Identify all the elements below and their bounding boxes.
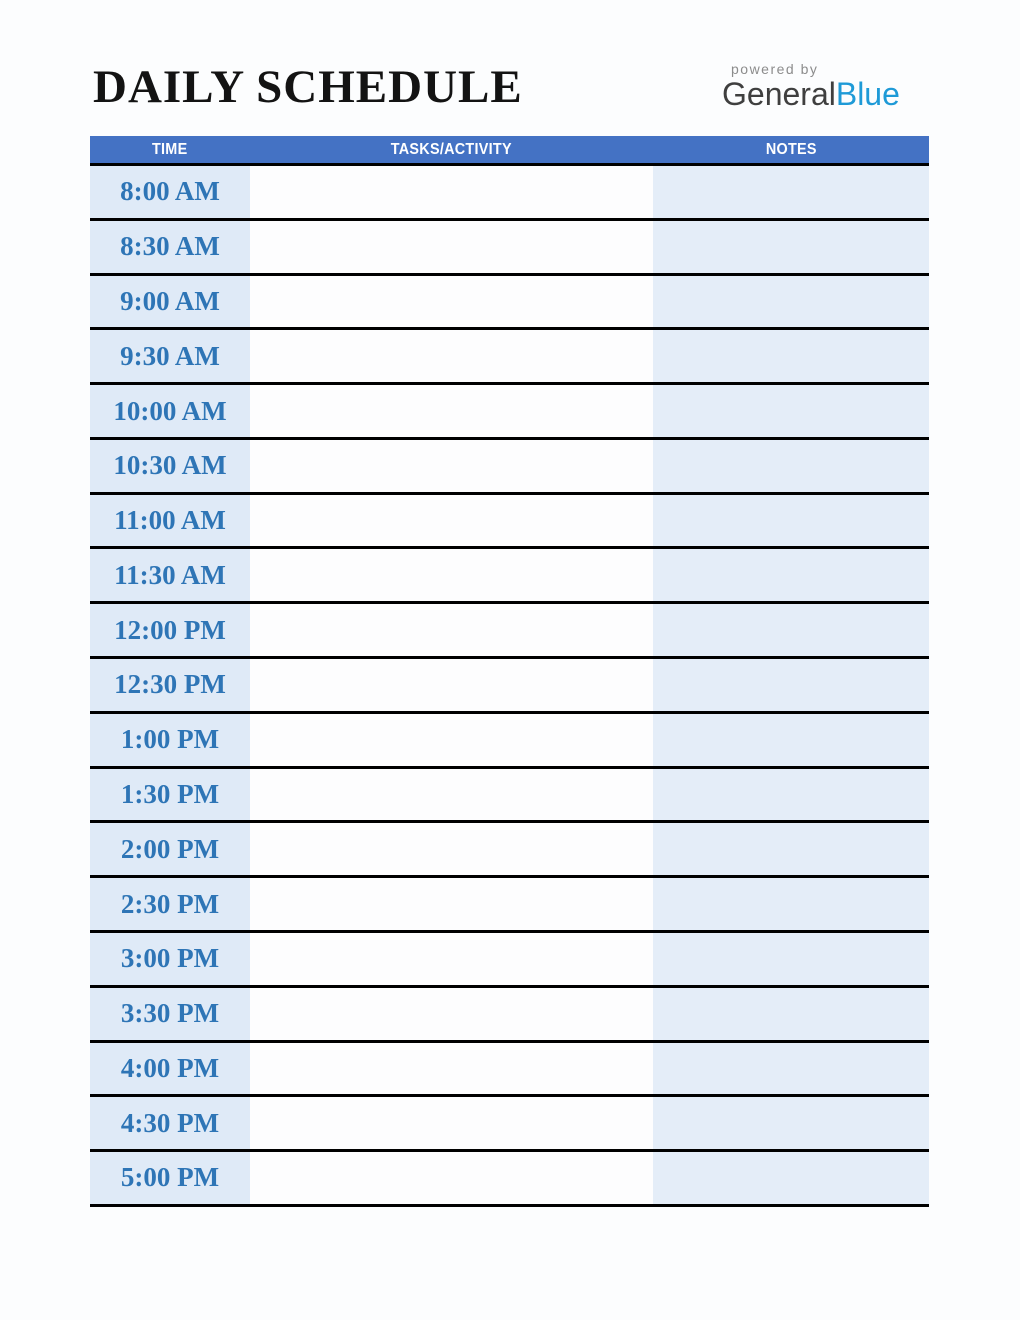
time-cell: [90, 659, 250, 711]
time-cell-label: 9:30 AM: [120, 340, 220, 371]
time-cell-label: 2:30 PM: [120, 888, 220, 919]
generalblue-logo: [722, 61, 900, 112]
table-row: [90, 933, 929, 988]
task-cell[interactable]: [250, 604, 653, 656]
time-cell: [90, 495, 250, 547]
task-cell[interactable]: [250, 823, 653, 875]
notes-cell[interactable]: [653, 495, 929, 547]
task-cell[interactable]: [250, 276, 653, 328]
task-cell[interactable]: [250, 988, 653, 1040]
time-cell-label: 9:00 AM: [120, 285, 220, 316]
notes-cell[interactable]: [653, 1097, 929, 1149]
notes-cell[interactable]: [653, 604, 929, 656]
task-cell[interactable]: [250, 221, 653, 273]
notes-cell[interactable]: [653, 549, 929, 601]
time-cell: [90, 933, 250, 985]
table-row: [90, 1097, 929, 1152]
powered-by-label: powered by: [731, 61, 819, 77]
table-row: [90, 823, 929, 878]
time-cell: [90, 823, 250, 875]
time-cell: [90, 330, 250, 382]
notes-cell[interactable]: [653, 221, 929, 273]
time-cell: [90, 549, 250, 601]
notes-cell[interactable]: [653, 878, 929, 930]
time-cell: [90, 1043, 250, 1095]
column-header-notes: [653, 136, 929, 163]
column-header-tasks: [250, 136, 653, 163]
table-row: [90, 604, 929, 659]
time-cell: [90, 385, 250, 437]
notes-cell[interactable]: [653, 166, 929, 218]
table-row: [90, 988, 929, 1043]
time-cell-label: 2:00 PM: [120, 833, 220, 864]
task-cell[interactable]: [250, 549, 653, 601]
notes-cell[interactable]: [653, 933, 929, 985]
time-cell-label: 3:00 PM: [120, 943, 220, 974]
task-cell[interactable]: [250, 1043, 653, 1095]
notes-cell[interactable]: [653, 440, 929, 492]
table-header-row: [90, 136, 929, 166]
column-header-time: [90, 136, 250, 163]
task-cell[interactable]: [250, 659, 653, 711]
table-row: [90, 166, 929, 221]
time-cell: [90, 440, 250, 492]
time-cell-label: 3:30 PM: [120, 998, 220, 1029]
column-header-notes-label: NOTES: [765, 140, 817, 158]
table-row: [90, 276, 929, 331]
task-cell[interactable]: [250, 714, 653, 766]
time-cell: [90, 769, 250, 821]
time-cell-label: 1:30 PM: [120, 778, 220, 809]
time-cell-label: 12:30 PM: [114, 669, 226, 700]
time-cell-label: 5:00 PM: [120, 1162, 220, 1193]
notes-cell[interactable]: [653, 714, 929, 766]
notes-cell[interactable]: [653, 1152, 929, 1204]
time-cell-label: 4:30 PM: [120, 1107, 220, 1138]
time-cell-label: 11:00 AM: [114, 505, 226, 536]
table-row: [90, 330, 929, 385]
table-body: [90, 166, 929, 1207]
brand-wordmark: [722, 78, 900, 112]
notes-cell[interactable]: [653, 330, 929, 382]
time-cell-label: 10:30 AM: [113, 450, 227, 481]
table-row: [90, 1152, 929, 1207]
brand-primary-text: General: [722, 76, 836, 112]
page-title: DAILY SCHEDULE: [93, 61, 523, 113]
notes-cell[interactable]: [653, 385, 929, 437]
task-cell[interactable]: [250, 495, 653, 547]
time-cell-label: 4:00 PM: [120, 1052, 220, 1083]
time-cell-label: 8:30 AM: [120, 231, 220, 262]
time-cell: [90, 221, 250, 273]
time-cell: [90, 166, 250, 218]
table-row: [90, 878, 929, 933]
task-cell[interactable]: [250, 933, 653, 985]
time-cell: [90, 604, 250, 656]
time-cell-label: 11:30 AM: [114, 559, 226, 590]
brand-accent-text: Blue: [835, 76, 900, 112]
task-cell[interactable]: [250, 440, 653, 492]
column-header-time-label: TIME: [152, 140, 188, 158]
table-row: [90, 440, 929, 495]
time-cell: [90, 878, 250, 930]
notes-cell[interactable]: [653, 769, 929, 821]
notes-cell[interactable]: [653, 988, 929, 1040]
table-row: [90, 769, 929, 824]
time-cell-label: 10:00 AM: [113, 395, 227, 426]
time-cell: [90, 276, 250, 328]
time-cell: [90, 988, 250, 1040]
daily-schedule-table: [90, 136, 929, 1207]
task-cell[interactable]: [250, 769, 653, 821]
table-row: [90, 659, 929, 714]
table-row: [90, 714, 929, 769]
notes-cell[interactable]: [653, 823, 929, 875]
task-cell[interactable]: [250, 878, 653, 930]
table-row: [90, 495, 929, 550]
task-cell[interactable]: [250, 1152, 653, 1204]
time-cell: [90, 714, 250, 766]
notes-cell[interactable]: [653, 276, 929, 328]
task-cell[interactable]: [250, 166, 653, 218]
time-cell: [90, 1152, 250, 1204]
table-row: [90, 1043, 929, 1098]
task-cell[interactable]: [250, 385, 653, 437]
table-row: [90, 549, 929, 604]
task-cell[interactable]: [250, 1097, 653, 1149]
task-cell[interactable]: [250, 330, 653, 382]
notes-cell[interactable]: [653, 659, 929, 711]
time-cell: [90, 1097, 250, 1149]
time-cell-label: 8:00 AM: [120, 176, 220, 207]
column-header-tasks-label: TASKS/ACTIVITY: [390, 140, 513, 158]
table-row: [90, 385, 929, 440]
notes-cell[interactable]: [653, 1043, 929, 1095]
time-cell-label: 12:00 PM: [114, 614, 226, 645]
time-cell-label: 1:00 PM: [120, 724, 220, 755]
table-row: [90, 221, 929, 276]
